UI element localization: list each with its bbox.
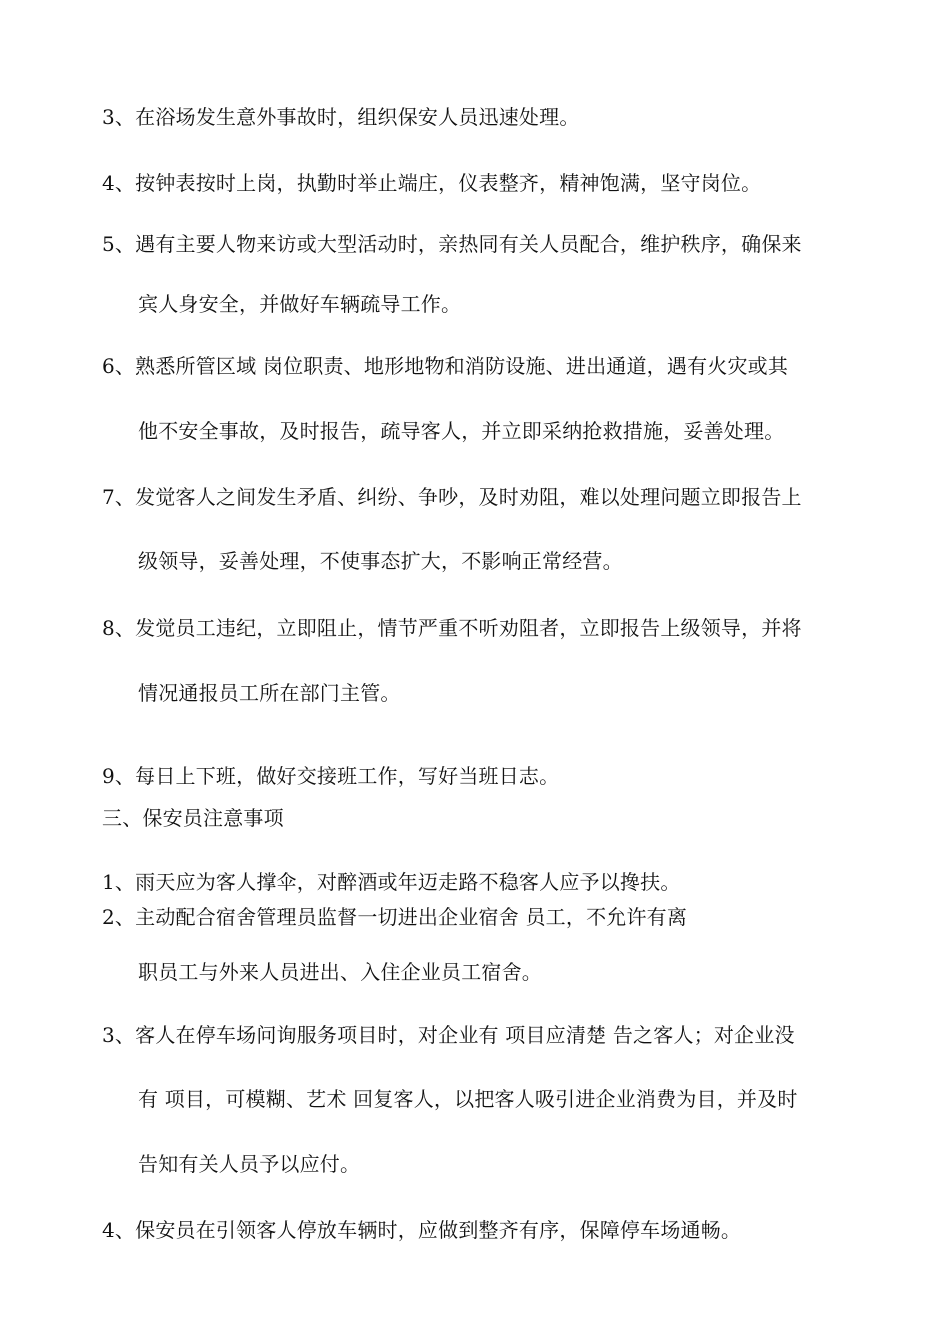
item-text: 发觉员工违纪，立即阻止，情节严重不听劝阻者，立即报告上级领导，并将	[135, 616, 802, 640]
list-item-duty-7-continued: 级领导，妥善处理，不使事态扩大，不影响正常经营。	[138, 549, 623, 573]
list-item-duty-8-continued: 情况通报员工所在部门主管。	[138, 681, 401, 705]
list-item-duty-4	[102, 171, 761, 195]
item-number: 1、	[102, 870, 136, 894]
item-text: 主动配合宿舍管理员监督一切进出企业宿舍 员工，不允许有离	[135, 905, 688, 929]
item-number: 6、	[102, 354, 136, 378]
item-text: 按钟表按时上岗，执勤时举止端庄，仪表整齐，精神饱满，坚守岗位。	[135, 171, 762, 195]
section-heading: 三、保安员注意事项	[102, 806, 284, 830]
list-item-duty-5	[102, 232, 802, 256]
item-number: 7、	[102, 485, 136, 509]
item-number: 3、	[102, 105, 136, 129]
list-item-duty-7	[102, 485, 802, 509]
item-text: 遇有主要人物来访或大型活动时，亲热同有关人员配合，维护秩序，确保来	[135, 232, 802, 256]
list-item-note-3	[102, 1023, 795, 1047]
item-number: 5、	[102, 232, 136, 256]
list-item-note-2	[102, 905, 687, 929]
list-item-duty-3	[102, 105, 580, 129]
item-text: 雨天应为客人撑伞，对醉酒或年迈走路不稳客人应予以搀扶。	[135, 870, 681, 894]
list-item-note-1	[102, 870, 681, 894]
item-text: 每日上下班，做好交接班工作，写好当班日志。	[135, 764, 560, 788]
list-item-note-4	[102, 1218, 741, 1242]
list-item-note-3-continued-2: 告知有关人员予以应付。	[138, 1152, 361, 1176]
list-item-duty-6-continued: 他不安全事故，及时报告，疏导客人，并立即采纳抢救措施，妥善处理。	[138, 419, 785, 443]
item-number: 4、	[102, 171, 136, 195]
list-item-duty-8	[102, 616, 802, 640]
item-number: 8、	[102, 616, 136, 640]
list-item-duty-5-continued: 宾人身安全，并做好车辆疏导工作。	[138, 292, 462, 316]
list-item-duty-9	[102, 764, 559, 788]
item-number: 4、	[102, 1218, 136, 1242]
item-text: 客人在停车场问询服务项目时，对企业有 项目应清楚 告之客人；对企业没	[135, 1023, 795, 1047]
item-text: 熟悉所管区域 岗位职责、地形地物和消防设施、进出通道，遇有火灾或其	[135, 354, 789, 378]
item-text: 在浴场发生意外事故时，组织保安人员迅速处理。	[135, 105, 580, 129]
item-number: 9、	[102, 764, 136, 788]
item-number: 3、	[102, 1023, 136, 1047]
list-item-note-3-continued: 有 项目，可模糊、艺术 回复客人，以把客人吸引进企业消费为目，并及时	[138, 1087, 798, 1111]
item-text: 保安员在引领客人停放车辆时，应做到整齐有序，保障停车场通畅。	[135, 1218, 742, 1242]
item-number: 2、	[102, 905, 136, 929]
item-text: 发觉客人之间发生矛盾、纠纷、争吵，及时劝阻，难以处理问题立即报告上	[135, 485, 802, 509]
list-item-note-2-continued: 职员工与外来人员进出、入住企业员工宿舍。	[138, 960, 542, 984]
list-item-duty-6	[102, 354, 788, 378]
